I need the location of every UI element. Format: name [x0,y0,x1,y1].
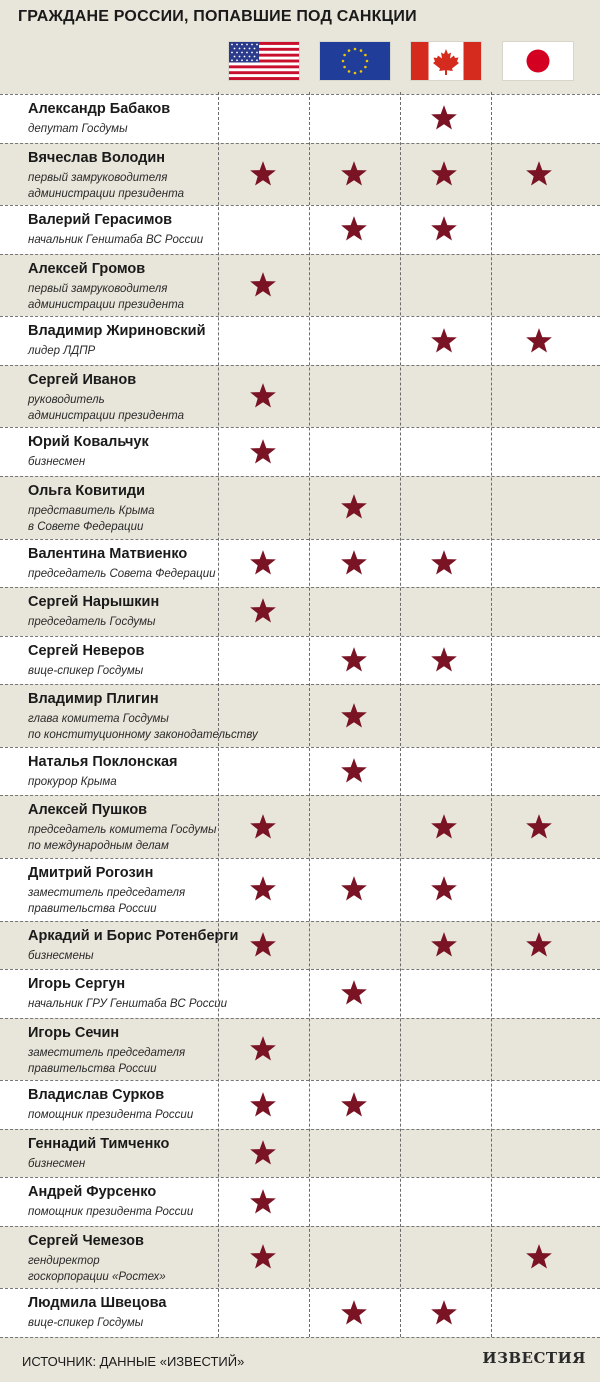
sanction-star-icon-usa [249,813,277,841]
sanction-star-icon-canada [430,646,458,674]
person-position: первый замруководителя администрации президента [28,171,184,200]
person-name: Владимир Плигин [28,691,159,708]
sanction-star-icon-canada [430,549,458,577]
table-row [0,921,600,970]
row-separator [0,747,600,748]
sanction-star-icon-usa [249,1243,277,1271]
source-note: ИСТОЧНИК: ДАННЫЕ «ИЗВЕСТИЙ» [22,1354,245,1369]
table-row [0,205,600,254]
person-name: Владислав Сурков [28,1087,165,1104]
person-name: Юрий Ковальчук [28,434,149,451]
person-name: Сергей Иванов [28,371,137,388]
table-row [0,539,600,588]
person-name: Владимир Жириновский [28,323,206,340]
sanction-star-icon-eu [340,875,368,903]
sanction-star-icon-eu [340,549,368,577]
row-separator [0,587,600,588]
person-name: Аркадий и Борис Ротенберги [28,927,239,944]
sanction-star-icon-canada [430,1299,458,1327]
row-separator [0,1177,600,1178]
person-name: Геннадий Тимченко [28,1135,170,1152]
row-separator [0,1337,600,1338]
sanction-star-icon-usa [249,382,277,410]
table-row [0,969,600,1018]
person-position: вице-спикер Госдумы [28,1317,144,1330]
sanction-star-icon-usa [249,160,277,188]
person-position: начальник ГРУ Генштаба ВС России [28,998,228,1011]
sanction-star-icon-eu [340,646,368,674]
sanction-star-icon-usa [249,597,277,625]
table-row [0,587,600,636]
row-separator [0,1226,600,1227]
person-name: Алексей Громов [28,260,146,277]
person-name: Александр Бабаков [28,101,171,117]
izvestia-logo: ИЗВЕСТИЯ [482,1349,586,1367]
table-row [0,476,600,539]
eu-flag-icon [320,42,390,80]
sanction-star-icon-canada [430,104,458,132]
person-name: Дмитрий Рогозин [28,864,154,881]
table-row [0,1177,600,1226]
person-name: Сергей Неверов [28,642,145,659]
row-separator [0,684,600,685]
sanction-star-icon-eu [340,160,368,188]
sanction-star-icon-canada [430,813,458,841]
chart-title: ГРАЖДАНЕ РОССИИ, ПОПАВШИЕ ПОД САНКЦИИ [18,8,417,25]
table-row [0,747,600,796]
row-separator [0,1129,600,1130]
sanction-star-icon-japan [525,931,553,959]
person-position: глава комитета Госдумы по конституционному законодательству [28,713,258,742]
canada-flag-icon [411,42,481,80]
person-name: Наталья Поклонская [28,753,178,770]
row-separator [0,636,600,637]
person-position: помощник президента России [28,1206,194,1219]
row-separator [0,205,600,206]
row-separator [0,858,600,859]
person-name: Ольга Ковитиди [28,482,146,499]
person-position: руководитель администрации президента [28,393,184,422]
person-position: председатель комитета Госдумы по международным делам [28,824,217,853]
person-position: представитель Крыма в Совете Федерации [28,504,155,533]
sanction-star-icon-japan [525,327,553,355]
row-separator [0,1080,600,1081]
table-row [0,858,600,921]
sanction-star-icon-japan [525,160,553,188]
row-separator [0,316,600,317]
sanction-star-icon-japan [525,1243,553,1271]
sanction-star-icon-eu [340,702,368,730]
sanction-star-icon-eu [340,215,368,243]
person-position: вице-спикер Госдумы [28,664,144,677]
row-separator [0,1288,600,1289]
row-separator [0,476,600,477]
person-position: заместитель председателя правительства России [28,1046,186,1075]
table-row [0,94,600,143]
person-position: гендиректор госкорпорации «Ростех» [28,1254,166,1283]
sanction-star-icon-canada [430,875,458,903]
sanction-star-icon-canada [430,931,458,959]
sanction-star-icon-eu [340,979,368,1007]
person-name: Валерий Герасимов [28,212,173,229]
sanction-star-icon-canada [430,160,458,188]
person-position: помощник президента России [28,1109,194,1122]
sanction-star-icon-usa [249,1091,277,1119]
person-position: прокурор Крыма [28,775,117,788]
sanction-star-icon-eu [340,1299,368,1327]
table-row [0,427,600,476]
table-row [0,1288,600,1337]
person-name: Сергей Чемезов [28,1232,144,1249]
row-separator [0,427,600,428]
column-divider [309,92,310,1337]
row-separator [0,969,600,970]
person-name: Сергей Нарышкин [28,594,160,611]
person-name: Людмила Швецова [28,1295,167,1312]
sanction-star-icon-eu [340,493,368,521]
column-divider [491,92,492,1337]
sanction-star-icon-usa [249,875,277,903]
person-name: Игорь Сергун [28,976,126,993]
row-separator [0,143,600,144]
table-row [0,1080,600,1129]
person-position: лидер ЛДПР [28,345,96,358]
table-row [0,684,600,747]
sanction-star-icon-usa [249,438,277,466]
sanction-star-icon-usa [249,271,277,299]
person-position: первый замруководителя администрации президента [28,282,184,311]
person-name: Игорь Сечин [28,1024,120,1041]
table-row [0,1018,600,1081]
row-separator [0,254,600,255]
sanction-star-icon-eu [340,757,368,785]
table-row [0,143,600,206]
table-row [0,1129,600,1178]
sanction-star-icon-usa [249,931,277,959]
sanction-star-icon-canada [430,327,458,355]
person-name: Вячеслав Володин [28,149,166,166]
person-name: Алексей Пушков [28,802,148,819]
table-row [0,316,600,365]
person-position: председатель Госдумы [28,616,156,629]
sanction-star-icon-canada [430,215,458,243]
row-separator [0,795,600,796]
sanction-star-icon-usa [249,549,277,577]
person-position: бизнесмены [28,949,94,962]
table-row [0,1226,600,1289]
sanction-star-icon-japan [525,813,553,841]
row-separator [0,1018,600,1019]
person-position: депутат Госдумы [28,123,128,135]
row-separator [0,94,600,95]
table-row [0,254,600,317]
table-row [0,795,600,858]
row-separator [0,921,600,922]
person-name: Валентина Матвиенко [28,545,188,562]
person-position: председатель Совета Федерации [28,567,216,580]
sanction-star-icon-usa [249,1035,277,1063]
person-position: бизнесмен [28,1157,86,1170]
person-position: заместитель председателя правительства России [28,886,186,915]
japan-flag-icon [503,42,573,80]
sanction-star-icon-eu [340,1091,368,1119]
person-position: начальник Генштаба ВС России [28,234,204,247]
sanction-star-icon-usa [249,1139,277,1167]
column-divider [218,92,219,1337]
table-row [0,365,600,428]
table-row [0,636,600,685]
sanction-star-icon-usa [249,1188,277,1216]
column-divider [400,92,401,1337]
person-position: бизнесмен [28,456,86,469]
person-name: Андрей Фурсенко [28,1184,157,1201]
row-separator [0,365,600,366]
row-separator [0,539,600,540]
usa-flag-icon [229,42,299,80]
